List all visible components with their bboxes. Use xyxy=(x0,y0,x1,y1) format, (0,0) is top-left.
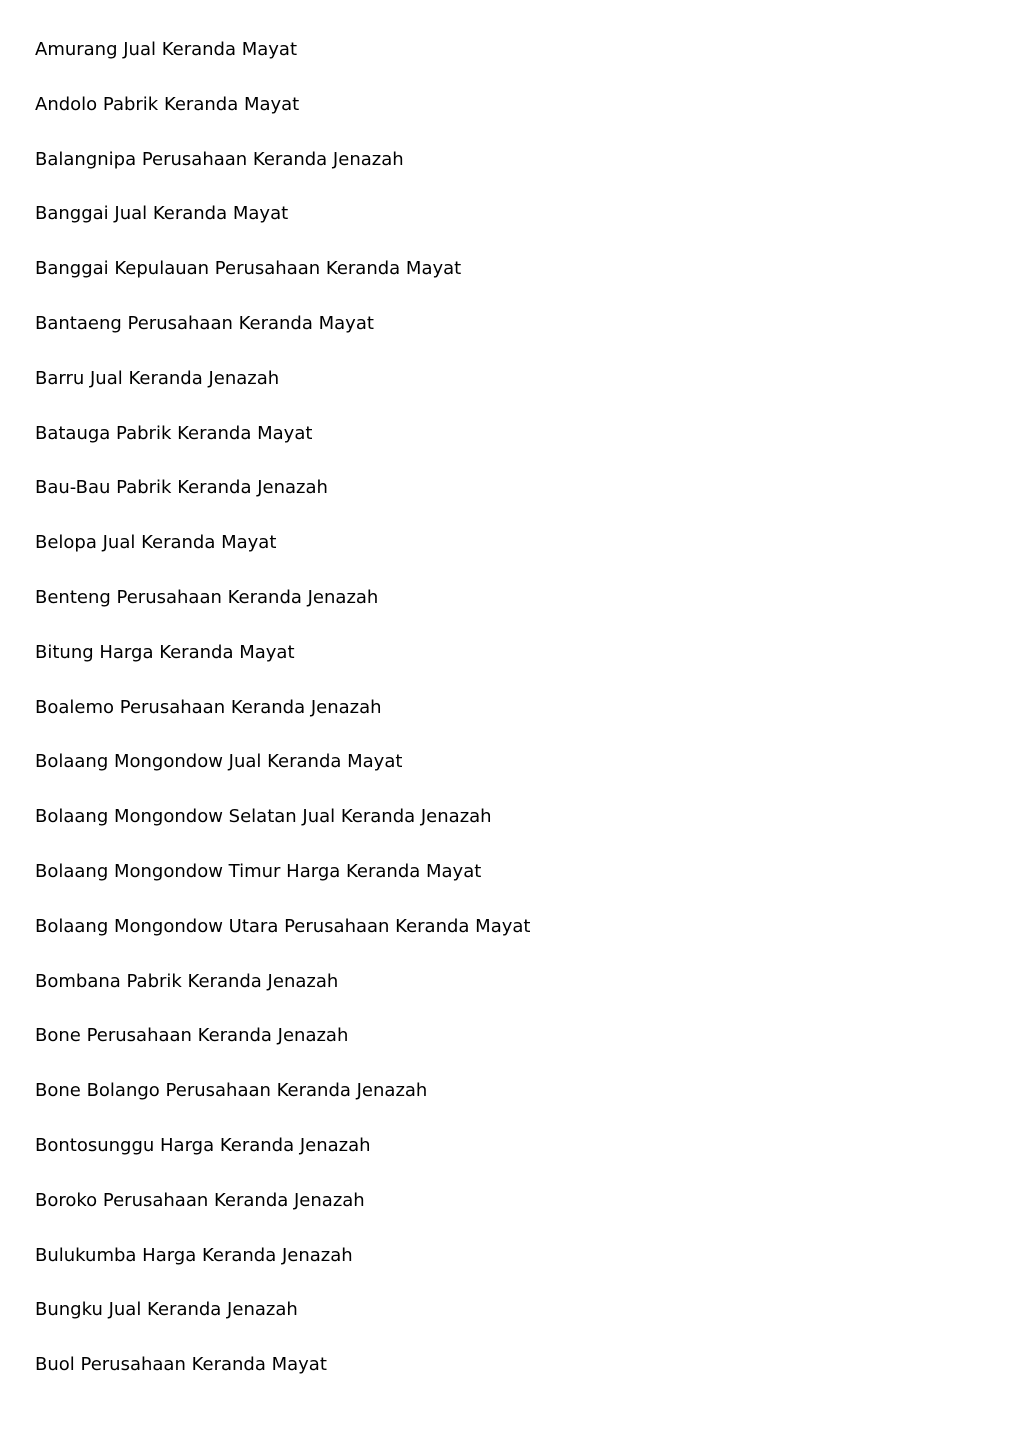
list-item xyxy=(35,474,530,529)
list-item xyxy=(35,1187,530,1242)
list-item xyxy=(35,803,530,858)
link-balangnipa[interactable]: Balangnipa Perusahaan Keranda Jenazah xyxy=(35,148,404,170)
link-bolaang-mongondow-utara[interactable]: Bolaang Mongondow Utara Perusahaan Keranda Mayat xyxy=(35,915,531,937)
list-item xyxy=(35,200,530,255)
list-item xyxy=(35,420,530,475)
list-item xyxy=(35,913,530,968)
link-bone[interactable]: Bone Perusahaan Keranda Jenazah xyxy=(35,1025,349,1047)
link-belopa[interactable]: Belopa Jual Keranda Mayat xyxy=(35,532,277,554)
list-item xyxy=(35,748,530,803)
link-bolaang-mongondow[interactable]: Bolaang Mongondow Jual Keranda Mayat xyxy=(35,751,403,773)
link-banggai-kepulauan[interactable]: Banggai Kepulauan Perusahaan Keranda Mayat xyxy=(35,258,462,280)
link-bontosunggu[interactable]: Bontosunggu Harga Keranda Jenazah xyxy=(35,1134,371,1156)
link-andolo[interactable]: Andolo Pabrik Keranda Mayat xyxy=(35,93,300,115)
list-item xyxy=(35,1296,530,1351)
list-item xyxy=(35,365,530,420)
link-banggai[interactable]: Banggai Jual Keranda Mayat xyxy=(35,203,289,225)
link-list xyxy=(35,36,530,1406)
link-bone-bolango[interactable]: Bone Bolango Perusahaan Keranda Jenazah xyxy=(35,1080,428,1102)
list-item xyxy=(35,146,530,201)
list-item xyxy=(35,91,530,146)
link-barru[interactable]: Barru Jual Keranda Jenazah xyxy=(35,367,280,389)
list-item xyxy=(35,255,530,310)
list-item xyxy=(35,36,530,91)
list-item xyxy=(35,1022,530,1077)
link-bombana[interactable]: Bombana Pabrik Keranda Jenazah xyxy=(35,970,339,992)
link-bungku[interactable]: Bungku Jual Keranda Jenazah xyxy=(35,1299,298,1321)
list-item xyxy=(35,968,530,1023)
link-bolaang-mongondow-selatan[interactable]: Bolaang Mongondow Selatan Jual Keranda Jenazah xyxy=(35,806,492,828)
list-item xyxy=(35,584,530,639)
list-item xyxy=(35,858,530,913)
list-item xyxy=(35,1351,530,1406)
link-boroko[interactable]: Boroko Perusahaan Keranda Jenazah xyxy=(35,1189,365,1211)
link-boalemo[interactable]: Boalemo Perusahaan Keranda Jenazah xyxy=(35,696,382,718)
link-bantaeng[interactable]: Bantaeng Perusahaan Keranda Mayat xyxy=(35,312,374,334)
list-item xyxy=(35,1242,530,1297)
list-item xyxy=(35,310,530,365)
link-bulukumba[interactable]: Bulukumba Harga Keranda Jenazah xyxy=(35,1244,353,1266)
link-benteng[interactable]: Benteng Perusahaan Keranda Jenazah xyxy=(35,586,379,608)
link-bitung[interactable]: Bitung Harga Keranda Mayat xyxy=(35,641,295,663)
link-amurang[interactable]: Amurang Jual Keranda Mayat xyxy=(35,39,298,60)
list-item xyxy=(35,1132,530,1187)
link-buol[interactable]: Buol Perusahaan Keranda Mayat xyxy=(35,1354,327,1376)
link-batauga[interactable]: Batauga Pabrik Keranda Mayat xyxy=(35,422,313,444)
list-item xyxy=(35,694,530,749)
list-item xyxy=(35,529,530,584)
list-item xyxy=(35,1077,530,1132)
link-bolaang-mongondow-timur[interactable]: Bolaang Mongondow Timur Harga Keranda Mayat xyxy=(35,860,482,882)
link-bau-bau[interactable]: Bau-Bau Pabrik Keranda Jenazah xyxy=(35,477,328,499)
list-item xyxy=(35,639,530,694)
